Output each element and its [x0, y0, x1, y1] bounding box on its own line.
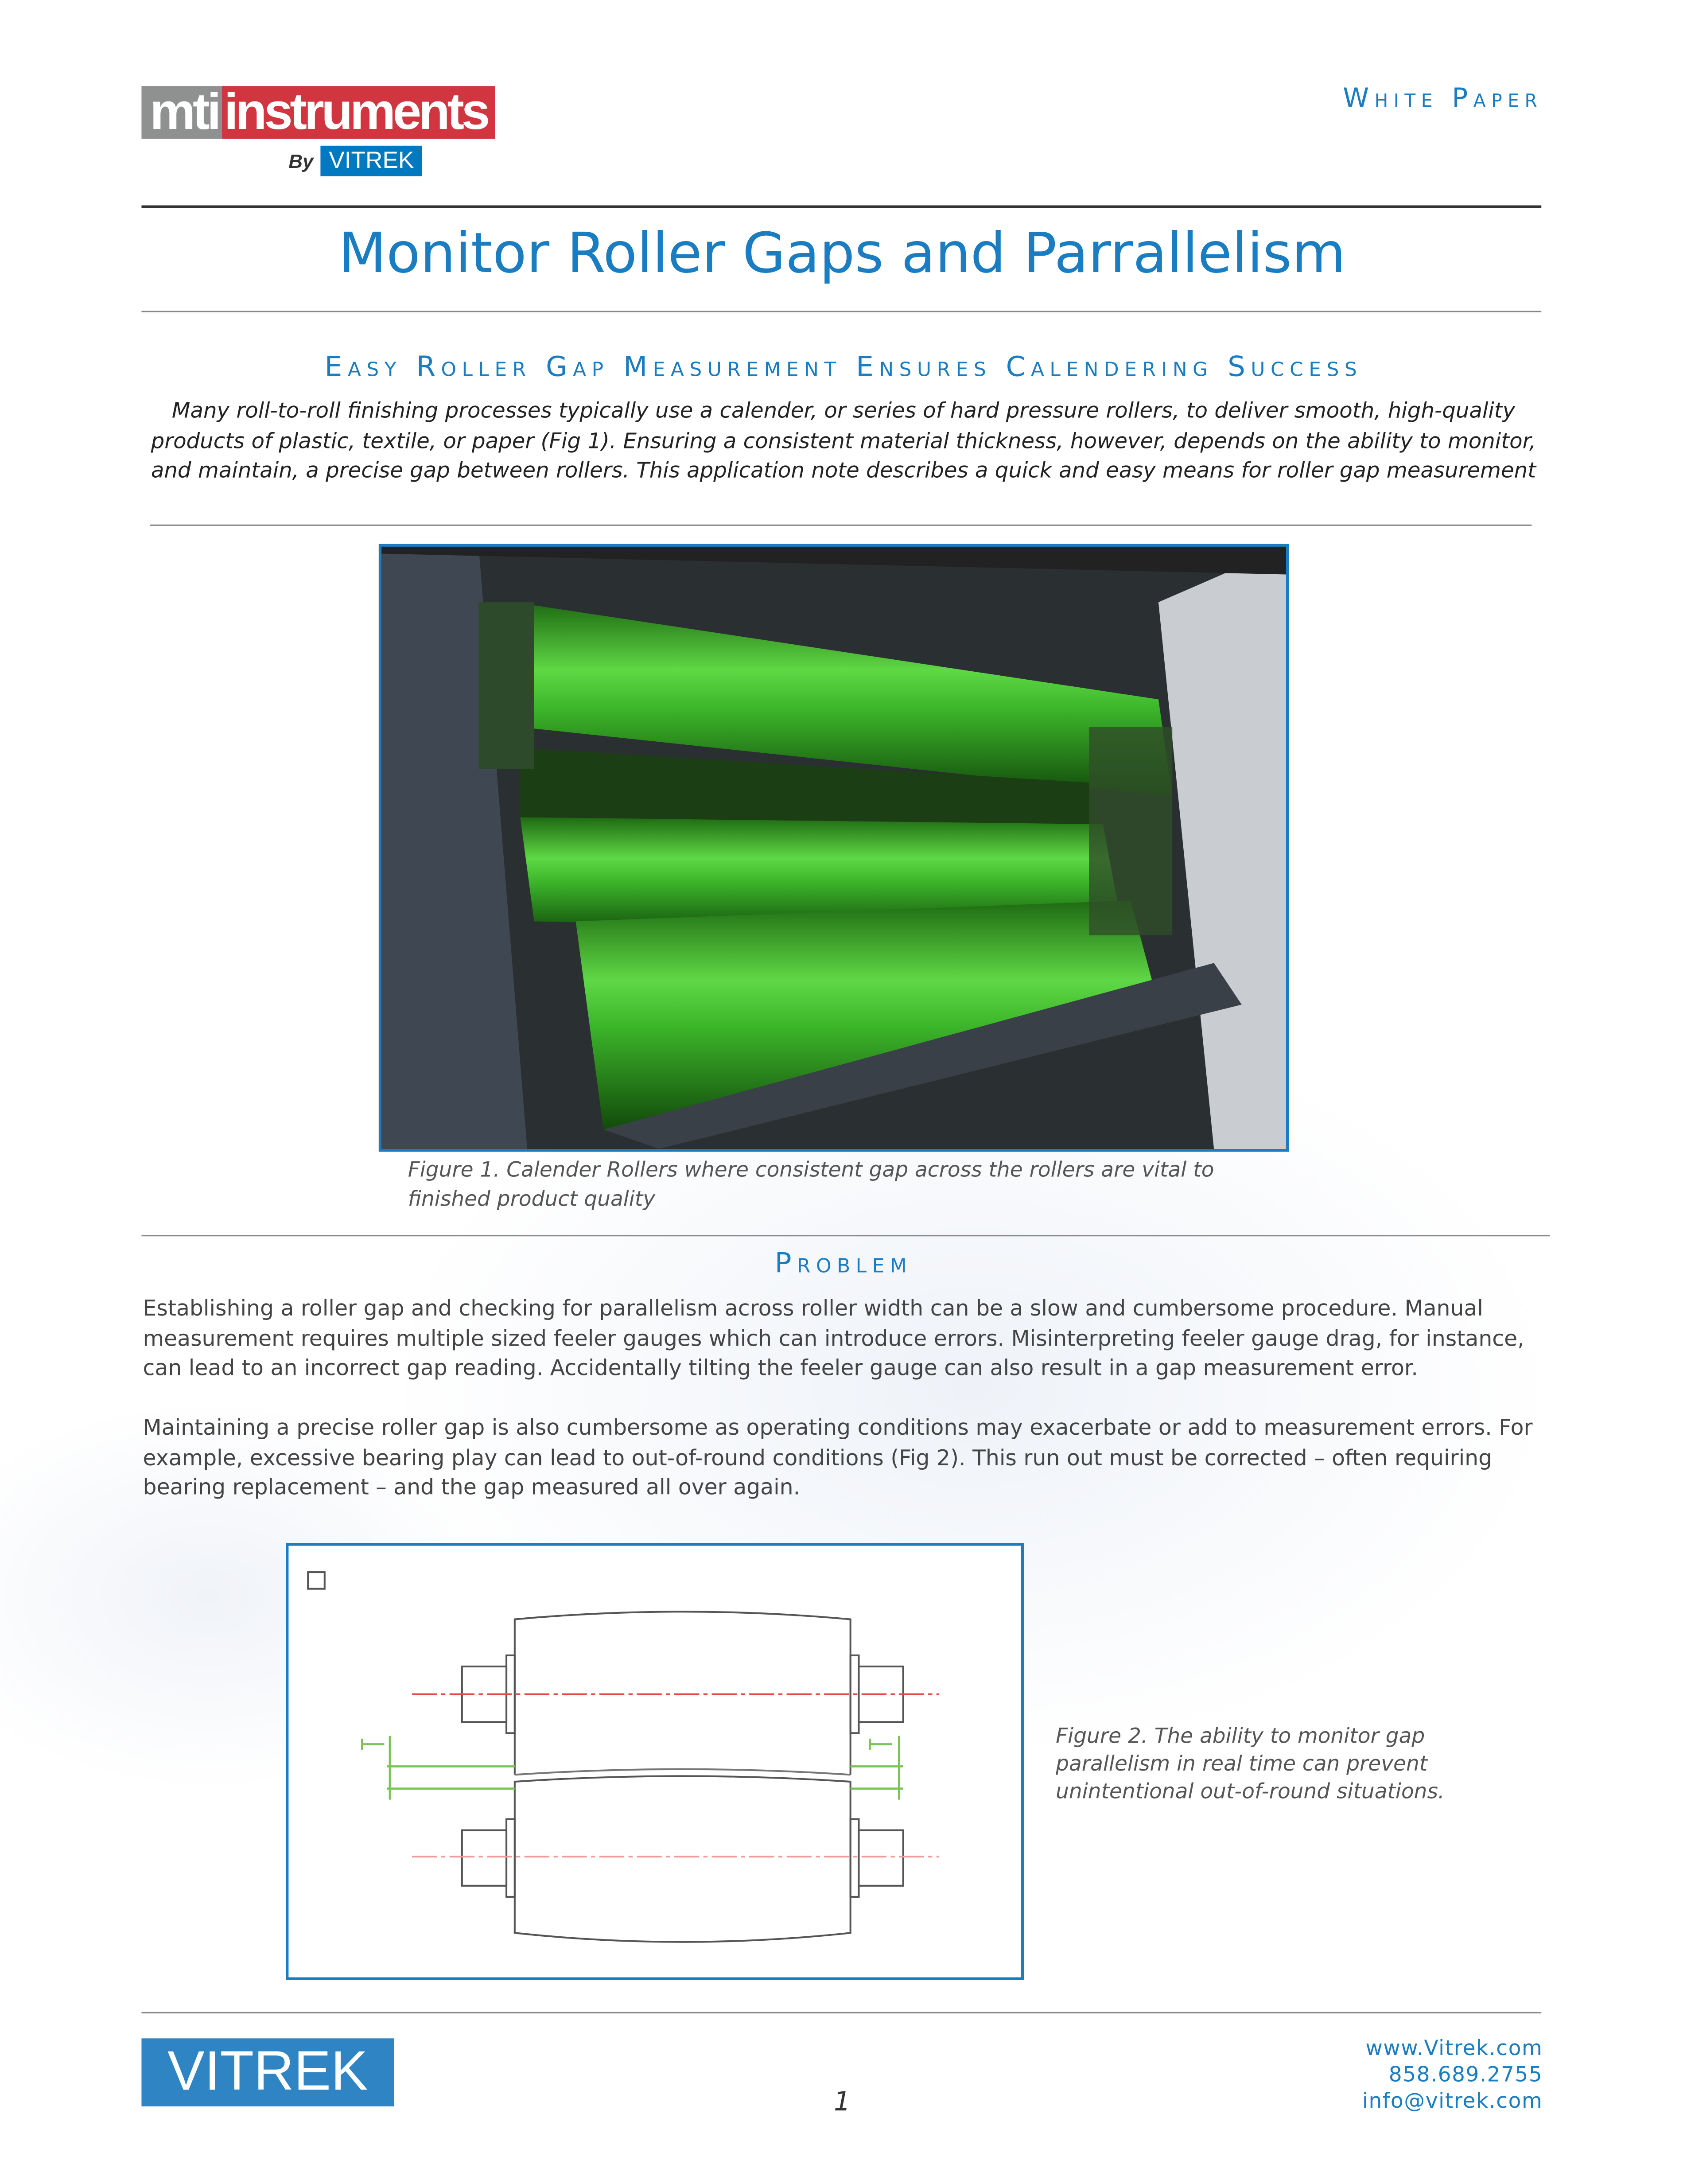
- doc-type-label: White Paper: [1343, 83, 1543, 114]
- website-link[interactable]: www.Vitrek.com: [1365, 2036, 1543, 2061]
- subtitle: Easy Roller Gap Measurement Ensures Calendering Success: [324, 350, 1363, 383]
- page-number: 1: [833, 2087, 851, 2118]
- gap-dimension-lines: [362, 1736, 903, 1800]
- contact-info: [1362, 2036, 1543, 2115]
- vitrek-small-logo: VITREK: [320, 146, 422, 176]
- title-rule: [141, 311, 1541, 312]
- figure-1-caption: Figure 1. Calender Rollers where consistent gap across the rollers are vital to finished product quality: [408, 1157, 1214, 1211]
- page-title: Monitor Roller Gaps and Parrallelism: [338, 222, 1346, 286]
- figure-2-roller-diagram: [286, 1543, 1024, 1980]
- checkbox-mark: [308, 1572, 325, 1589]
- intro-paragraph: Many roll-to-roll finishing processes typically use a calender, or series of hard pressure rollers, to deliver smooth, high-quality products of plastic, textile, or paper (Fig 1). Ensuring a consistent material thickness, however, depends on the ability to monitor, and maintain, a precise gap between rollers. This application note describes a quick and easy means for roller gap measurement: [151, 398, 1536, 483]
- logo-by: By: [288, 150, 314, 172]
- problem-heading: Problem: [774, 1246, 913, 1280]
- top-roller: [515, 1612, 851, 1775]
- problem-paragraph-1: Establishing a roller gap and checking for parallelism across roller width can be a slow and cumbersome procedure. Manual measurement requires multiple sized feeler gauges which can introduce errors. Misinterpreting feeler gauge drag, for instance, can lead to an incorrect gap reading. Accidentally tilting the feeler gauge can also result in a gap measurement error.: [143, 1296, 1524, 1381]
- bottom-roller: [515, 1776, 851, 1942]
- figure-2-caption: Figure 2. The ability to monitor gap parallelism in real time can prevent unintentional out-of-round situations.: [1056, 1723, 1445, 1804]
- intro-rule: [150, 525, 1532, 526]
- vitrek-footer-logo: VITREK: [141, 2038, 394, 2106]
- problem-rule: [141, 1235, 1550, 1236]
- email-link[interactable]: info@vitrek.com: [1362, 2088, 1543, 2114]
- problem-paragraph-2: Maintaining a precise roller gap is also cumbersome as operating conditions may exacerbate or add to measurement errors. For example, excessive bearing play can lead to out-of-round conditions (Fig 2). This run out must be corrected – often requiring bearing replacement – and the gap measured all over again.: [143, 1415, 1533, 1500]
- footer-rule: [141, 2012, 1541, 2013]
- header-rule: [141, 205, 1541, 208]
- mti-instruments-logo: mti instruments: [141, 86, 495, 139]
- phone-number: 858.689.2755: [1388, 2062, 1543, 2087]
- figure-1-calender-rollers-photo: [379, 544, 1289, 1152]
